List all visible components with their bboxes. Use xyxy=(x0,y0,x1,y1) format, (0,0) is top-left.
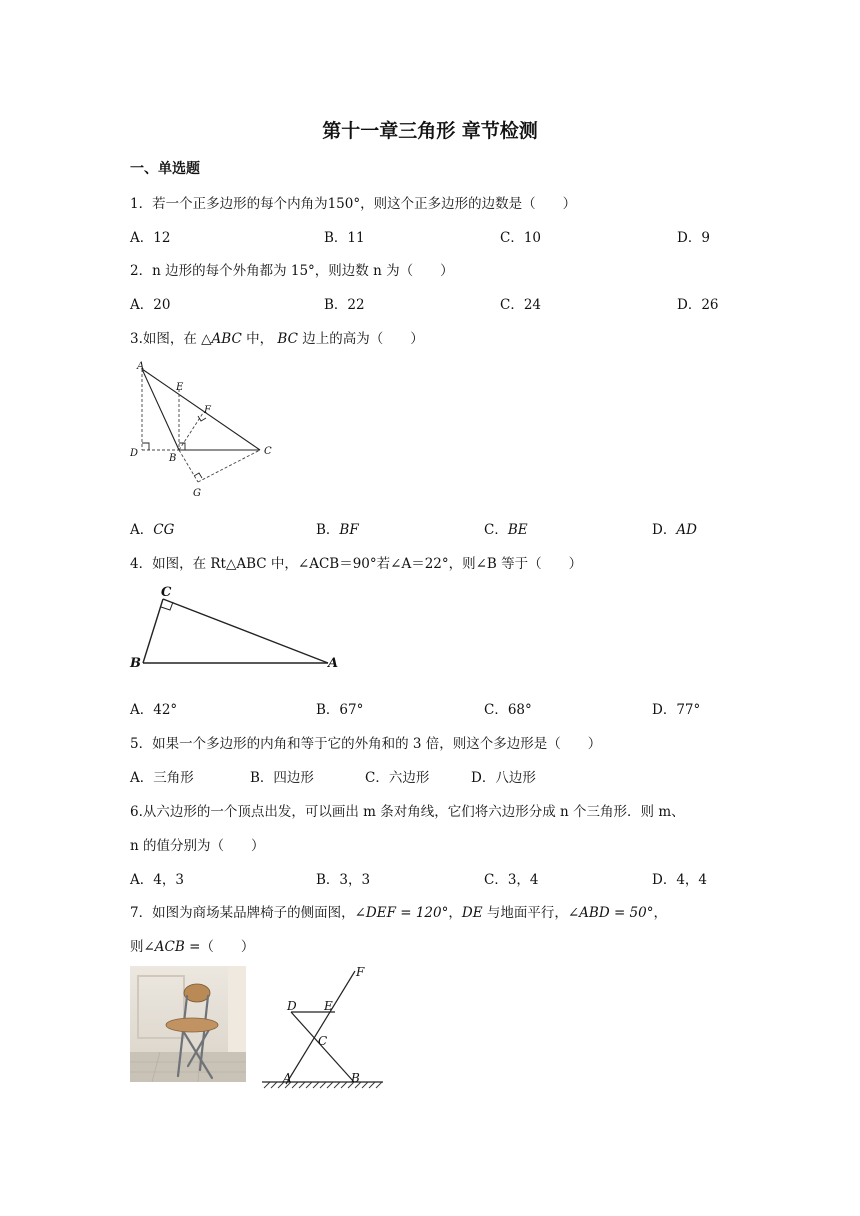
q4-label-b: B xyxy=(130,656,141,671)
q4-right-triangle-figure xyxy=(128,582,348,674)
q3-label-c: C xyxy=(264,446,272,457)
q4-option-c: C．68° xyxy=(484,702,532,718)
q7-label-e: E xyxy=(324,999,333,1013)
q5-option-b: B．四边形 xyxy=(250,770,314,786)
q3-stem-suffix: 边上的高为（ ） xyxy=(297,331,424,347)
q5-option-c: C．六边形 xyxy=(365,770,430,786)
page-title: 第十一章三角形 章节检测 xyxy=(322,120,538,142)
q2-option-c: C．24 xyxy=(500,297,542,313)
question-3-stem xyxy=(130,327,424,347)
q6-option-a: A．4，3 xyxy=(130,872,184,888)
q3-triangle-figure xyxy=(128,358,288,503)
q3-label-a: A xyxy=(137,361,145,372)
q7-label-b: B xyxy=(351,1071,360,1085)
chair-photo xyxy=(130,966,246,1082)
q7-stem-de: DE xyxy=(461,905,483,921)
q7-stem-a: 7．如图为商场某品牌椅子的侧面图， xyxy=(130,905,355,921)
question-2-stem: 2．n 边形的每个外角都为 15°，则边数 n 为（ ） xyxy=(130,263,454,279)
q7-stem-c: 与地面平行， xyxy=(482,905,568,921)
q7-label-a: A xyxy=(283,1071,292,1085)
q3-stem-triangle: △ABC xyxy=(201,331,242,347)
question-7-stem-line2 xyxy=(130,935,254,955)
q3-label-f: F xyxy=(204,405,211,416)
q3-option-d xyxy=(652,518,697,538)
segment-bg xyxy=(179,450,198,482)
ground-hatching xyxy=(264,1082,382,1088)
q3-label-e: E xyxy=(176,382,184,393)
q7-stem-line2-suffix: （ ） xyxy=(200,939,255,955)
q4-label-a: A xyxy=(328,656,339,671)
q4-label-c: C xyxy=(161,585,172,600)
q3-option-a-value: CG xyxy=(153,522,175,538)
segment-ca xyxy=(163,599,328,663)
q2-option-b: B．22 xyxy=(324,297,365,313)
segment-ac xyxy=(142,369,260,450)
q3-option-c-value: BE xyxy=(507,522,528,538)
q5-option-a: A．三角形 xyxy=(130,770,194,786)
q7-label-c: C xyxy=(318,1034,328,1048)
q4-option-b: B．67° xyxy=(316,702,364,718)
q6-option-d: D．4，4 xyxy=(652,872,708,888)
q3-label-d: D xyxy=(130,448,139,459)
q3-option-a xyxy=(130,518,174,538)
right-angle-c xyxy=(161,602,173,610)
q6-option-b: B．3，3 xyxy=(316,872,371,888)
q2-option-a: A．20 xyxy=(130,297,171,313)
q2-option-d: D．26 xyxy=(677,297,719,313)
q5-option-d: D．八边形 xyxy=(471,770,536,786)
q3-stem-bc: BC xyxy=(277,331,298,347)
q7-stem-line2-prefix: 则 xyxy=(130,939,144,955)
q3-stem-mid: 中， xyxy=(241,331,278,347)
q3-option-b xyxy=(316,518,359,538)
right-angle-f xyxy=(198,416,206,421)
segment-cb xyxy=(143,599,163,663)
q3-option-c-prefix: C． xyxy=(484,522,508,538)
q3-option-d-prefix: D． xyxy=(652,522,677,538)
q1-option-a: A．12 xyxy=(130,230,171,246)
q1-option-b: B．11 xyxy=(324,230,365,246)
q7-chair-geometry-figure xyxy=(256,965,388,1090)
question-1-stem: 1．若一个正多边形的每个内角为150°，则这个正多边形的边数是（ ） xyxy=(130,196,577,212)
segment-cg xyxy=(198,450,260,482)
q6-option-c: C．3，4 xyxy=(484,872,539,888)
q3-option-c xyxy=(484,518,528,538)
q7-stem-abd: ∠ABD = 50° xyxy=(567,905,654,921)
q7-label-f: F xyxy=(356,965,365,979)
question-5-stem: 5．如果一个多边形的内角和等于它的外角和的 3 倍，则这个多边形是（ ） xyxy=(130,736,602,752)
section-heading: 一、单选题 xyxy=(130,161,200,177)
q3-label-g: G xyxy=(193,488,201,499)
q4-option-a: A．42° xyxy=(130,702,178,718)
question-7-stem-line1 xyxy=(130,901,667,921)
q7-label-d: D xyxy=(287,999,297,1013)
q3-label-b: B xyxy=(169,453,177,464)
question-6-stem-line1: 6.从六边形的一个顶点出发，可以画出 m 条对角线，它们将六边形分成 n 个三角形．则 m、 xyxy=(130,804,685,820)
q3-option-a-prefix: A． xyxy=(130,522,154,538)
q7-stem-b: ， xyxy=(448,905,462,921)
question-4-stem: 4．如图，在 Rt△ABC 中，∠ACB＝90°若∠A＝22°，则∠B 等于（ ） xyxy=(130,556,583,572)
question-6-stem-line2: n 的值分别为（ ） xyxy=(130,838,265,854)
q7-stem-acb: ∠ACB = xyxy=(143,939,201,955)
q7-stem-d: ， xyxy=(653,905,667,921)
q3-option-b-value: BF xyxy=(339,522,359,538)
q1-option-c: C．10 xyxy=(500,230,542,246)
segment-af xyxy=(286,971,355,1084)
q7-stem-def: ∠DEF = 120° xyxy=(354,905,449,921)
q4-option-d: D．77° xyxy=(652,702,701,718)
q3-option-d-value: AD xyxy=(676,522,697,538)
q3-option-b-prefix: B． xyxy=(316,522,340,538)
q3-stem-prefix: 3.如图，在 xyxy=(130,331,202,347)
right-angle-d xyxy=(142,443,149,450)
q1-option-d: D．9 xyxy=(677,230,710,246)
